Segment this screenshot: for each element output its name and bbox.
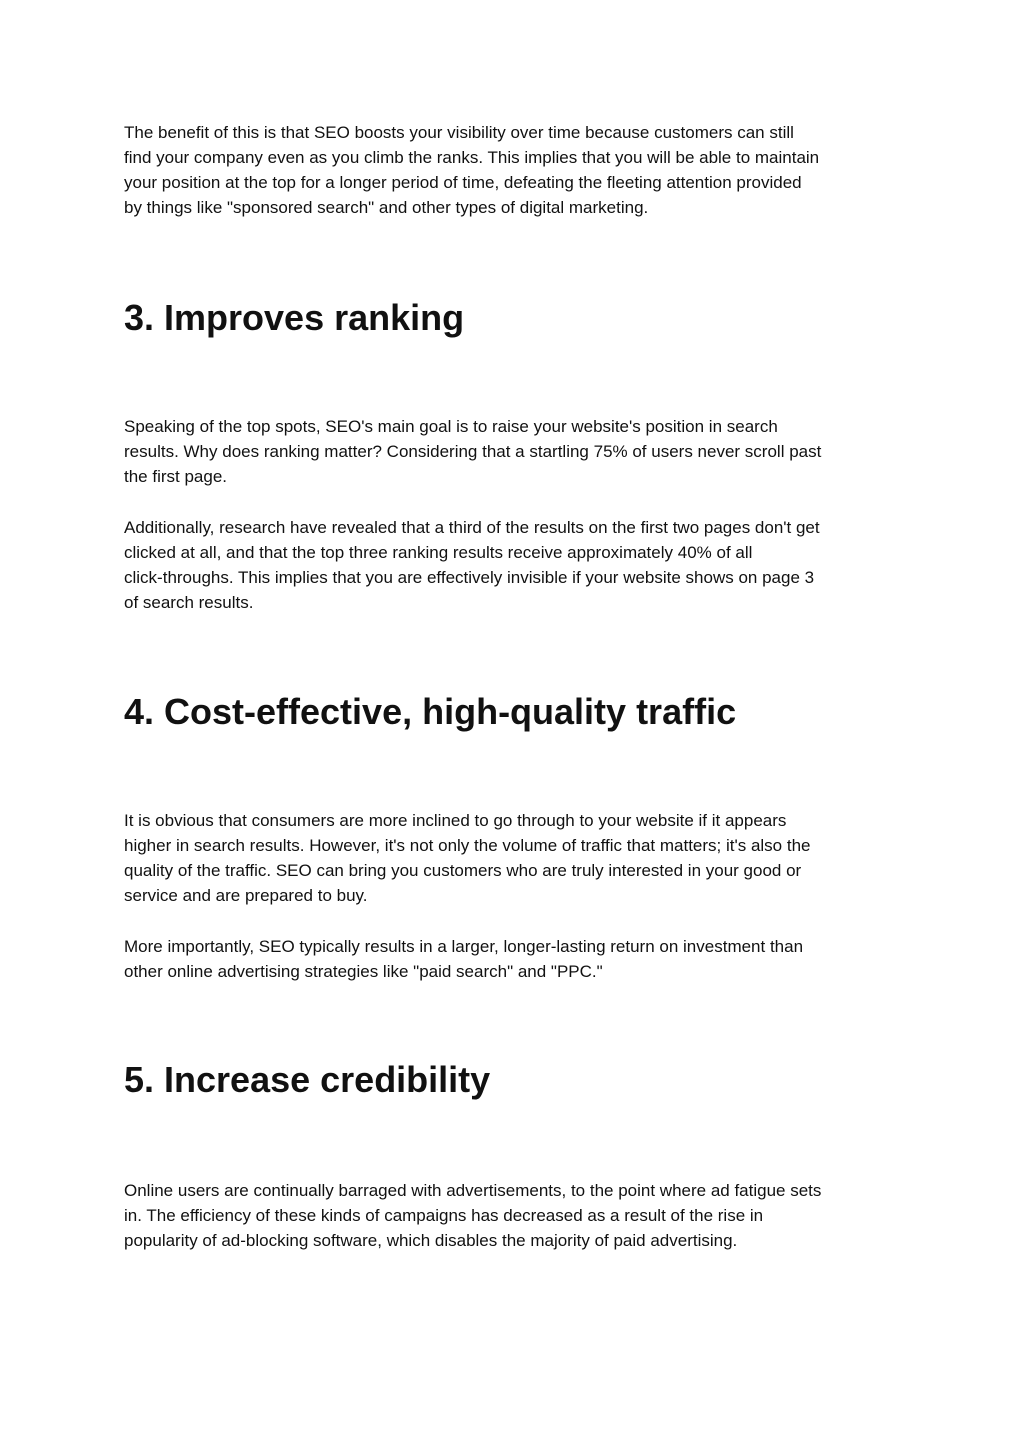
text-line: service and are prepared to buy. [124,886,368,905]
section-4-heading: 4. Cost-effective, high-quality traffic [124,691,737,732]
section-3-paragraph-2 [124,515,904,615]
section-3-paragraph-1 [124,414,904,489]
text-line: find your company even as you climb the ranks. This implies that you will be able to maintain [124,148,820,167]
intro-paragraph [124,120,904,220]
text-line: higher in search results. However, it's not only the volume of traffic that matters; it's also the [124,836,811,855]
text-line: popularity of ad-blocking software, which disables the majority of paid advertising. [124,1231,738,1250]
section-5-heading: 5. Increase credibility [124,1059,491,1100]
text-line: of search results. [124,593,254,612]
text-line: More importantly, SEO typically results in a larger, longer-lasting return on investment than [124,937,804,956]
text-line: results. Why does ranking matter? Considering that a startling 75% of users never scroll past [124,442,822,461]
text-line: click-throughs. This implies that you are effectively invisible if your website shows on page 3 [124,568,815,587]
text-line: Additionally, research have revealed that a third of the results on the first two pages don't get [124,518,820,537]
text-line: The benefit of this is that SEO boosts your visibility over time because customers can still [124,123,794,142]
section-5-paragraph-1 [124,1178,904,1253]
section-4-paragraph-2 [124,934,904,984]
text-line: Speaking of the top spots, SEO's main goal is to raise your website's position in search [124,417,778,436]
text-line: quality of the traffic. SEO can bring you customers who are truly interested in your good or [124,861,802,880]
text-line: other online advertising strategies like "paid search" and "PPC." [124,962,603,981]
section-4-paragraph-1 [124,808,904,908]
section-3-heading: 3. Improves ranking [124,297,465,338]
text-line: in. The efficiency of these kinds of campaigns has decreased as a result of the rise in [124,1206,764,1225]
text-line: It is obvious that consumers are more inclined to go through to your website if it appears [124,811,787,830]
text-line: Online users are continually barraged with advertisements, to the point where ad fatigue sets [124,1181,822,1200]
text-line: clicked at all, and that the top three ranking results receive approximately 40% of all [124,543,753,562]
text-line: your position at the top for a longer period of time, defeating the fleeting attention provided [124,173,802,192]
text-line: the first page. [124,467,228,486]
text-line: by things like "sponsored search" and other types of digital marketing. [124,198,649,217]
